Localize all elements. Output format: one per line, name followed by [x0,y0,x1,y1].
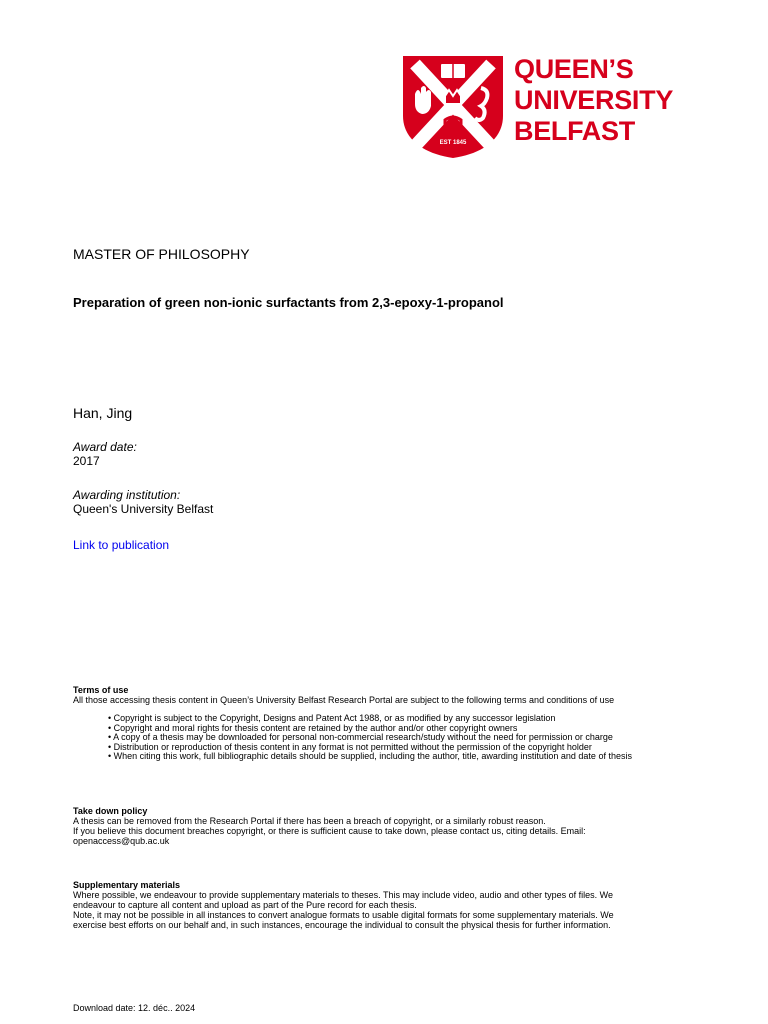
degree-title: MASTER OF PHILOSOPHY [73,246,250,262]
takedown-line: If you believe this document breaches copyright, or there is sufficient cause to take down, please contact us, citing details. Email: [73,826,586,836]
crest-established-text: EST 1845 [439,140,467,146]
awarding-institution-block [73,488,213,516]
supplementary-line: endeavour to capture all content and upload as part of the Pure record for each thesis. [73,900,417,910]
terms-of-use-section [73,685,733,705]
university-wordmark [514,54,673,147]
awarding-institution-value: Queen's University Belfast [73,502,214,516]
takedown-line: A thesis can be removed from the Research Portal if there has been a breach of copyright, or a similarly robust reason. [73,816,546,826]
supplementary-line: Where possible, we endeavour to provide supplementary materials to theses. This may include video, audio and other types of files. We [73,890,613,900]
award-date-value: 2017 [73,454,100,468]
wordmark-line-3: BELFAST [514,116,635,146]
publication-link[interactable]: Link to publication [73,538,170,552]
author-name: Han, Jing [73,405,133,421]
award-date-label: Award date: [73,440,137,454]
thesis-title: Preparation of green non-ionic surfactants from 2,3-epoxy-1-propanol [73,295,504,310]
awarding-institution-label: Awarding institution: [73,488,181,502]
wordmark-line-2: UNIVERSITY [514,85,674,115]
download-date: Download date: 12. déc.. 2024 [73,1003,196,1013]
wordmark-line-1: QUEEN’S [514,54,634,84]
supplementary-line: Note, it may not be possible in all instances to convert analogue formats to usable digital formats for some supplementary materials. We [73,910,614,920]
terms-bullet-list [108,714,748,762]
terms-intro: All those accessing thesis content in Queen’s University Belfast Research Portal are subject to the following terms and conditions of use [73,695,615,705]
takedown-heading: Take down policy [73,806,148,816]
terms-bullet: • When citing this work, full bibliographic details should be supplied, including the author, title, awarding institution and date of thesis [108,751,632,762]
university-logo [401,54,711,160]
supplementary-heading: Supplementary materials [73,880,181,890]
takedown-email: openaccess@qub.ac.uk [73,836,170,846]
terms-bullet: • Distribution or reproduction of thesis content in any format is not permitted without the permission of the copyright holder [108,741,592,752]
takedown-policy-section [73,806,713,846]
terms-bullet: • Copyright is subject to the Copyright, Designs and Patent Act 1988, or as modified by any successor legislation [108,713,556,723]
terms-bullet: • Copyright and moral rights for thesis content are retained by the author and/or other copyright owners [108,722,518,733]
terms-heading: Terms of use [73,685,129,695]
supplementary-line: exercise best efforts on our behalf and, in such instances, encourage the individual to consult the physical thesis for further information. [73,920,611,930]
award-date-block [73,440,137,468]
supplementary-materials-section [73,880,713,930]
terms-bullet: • A copy of a thesis may be downloaded for personal non-commercial research/study without the need for permission or charge [108,732,613,743]
